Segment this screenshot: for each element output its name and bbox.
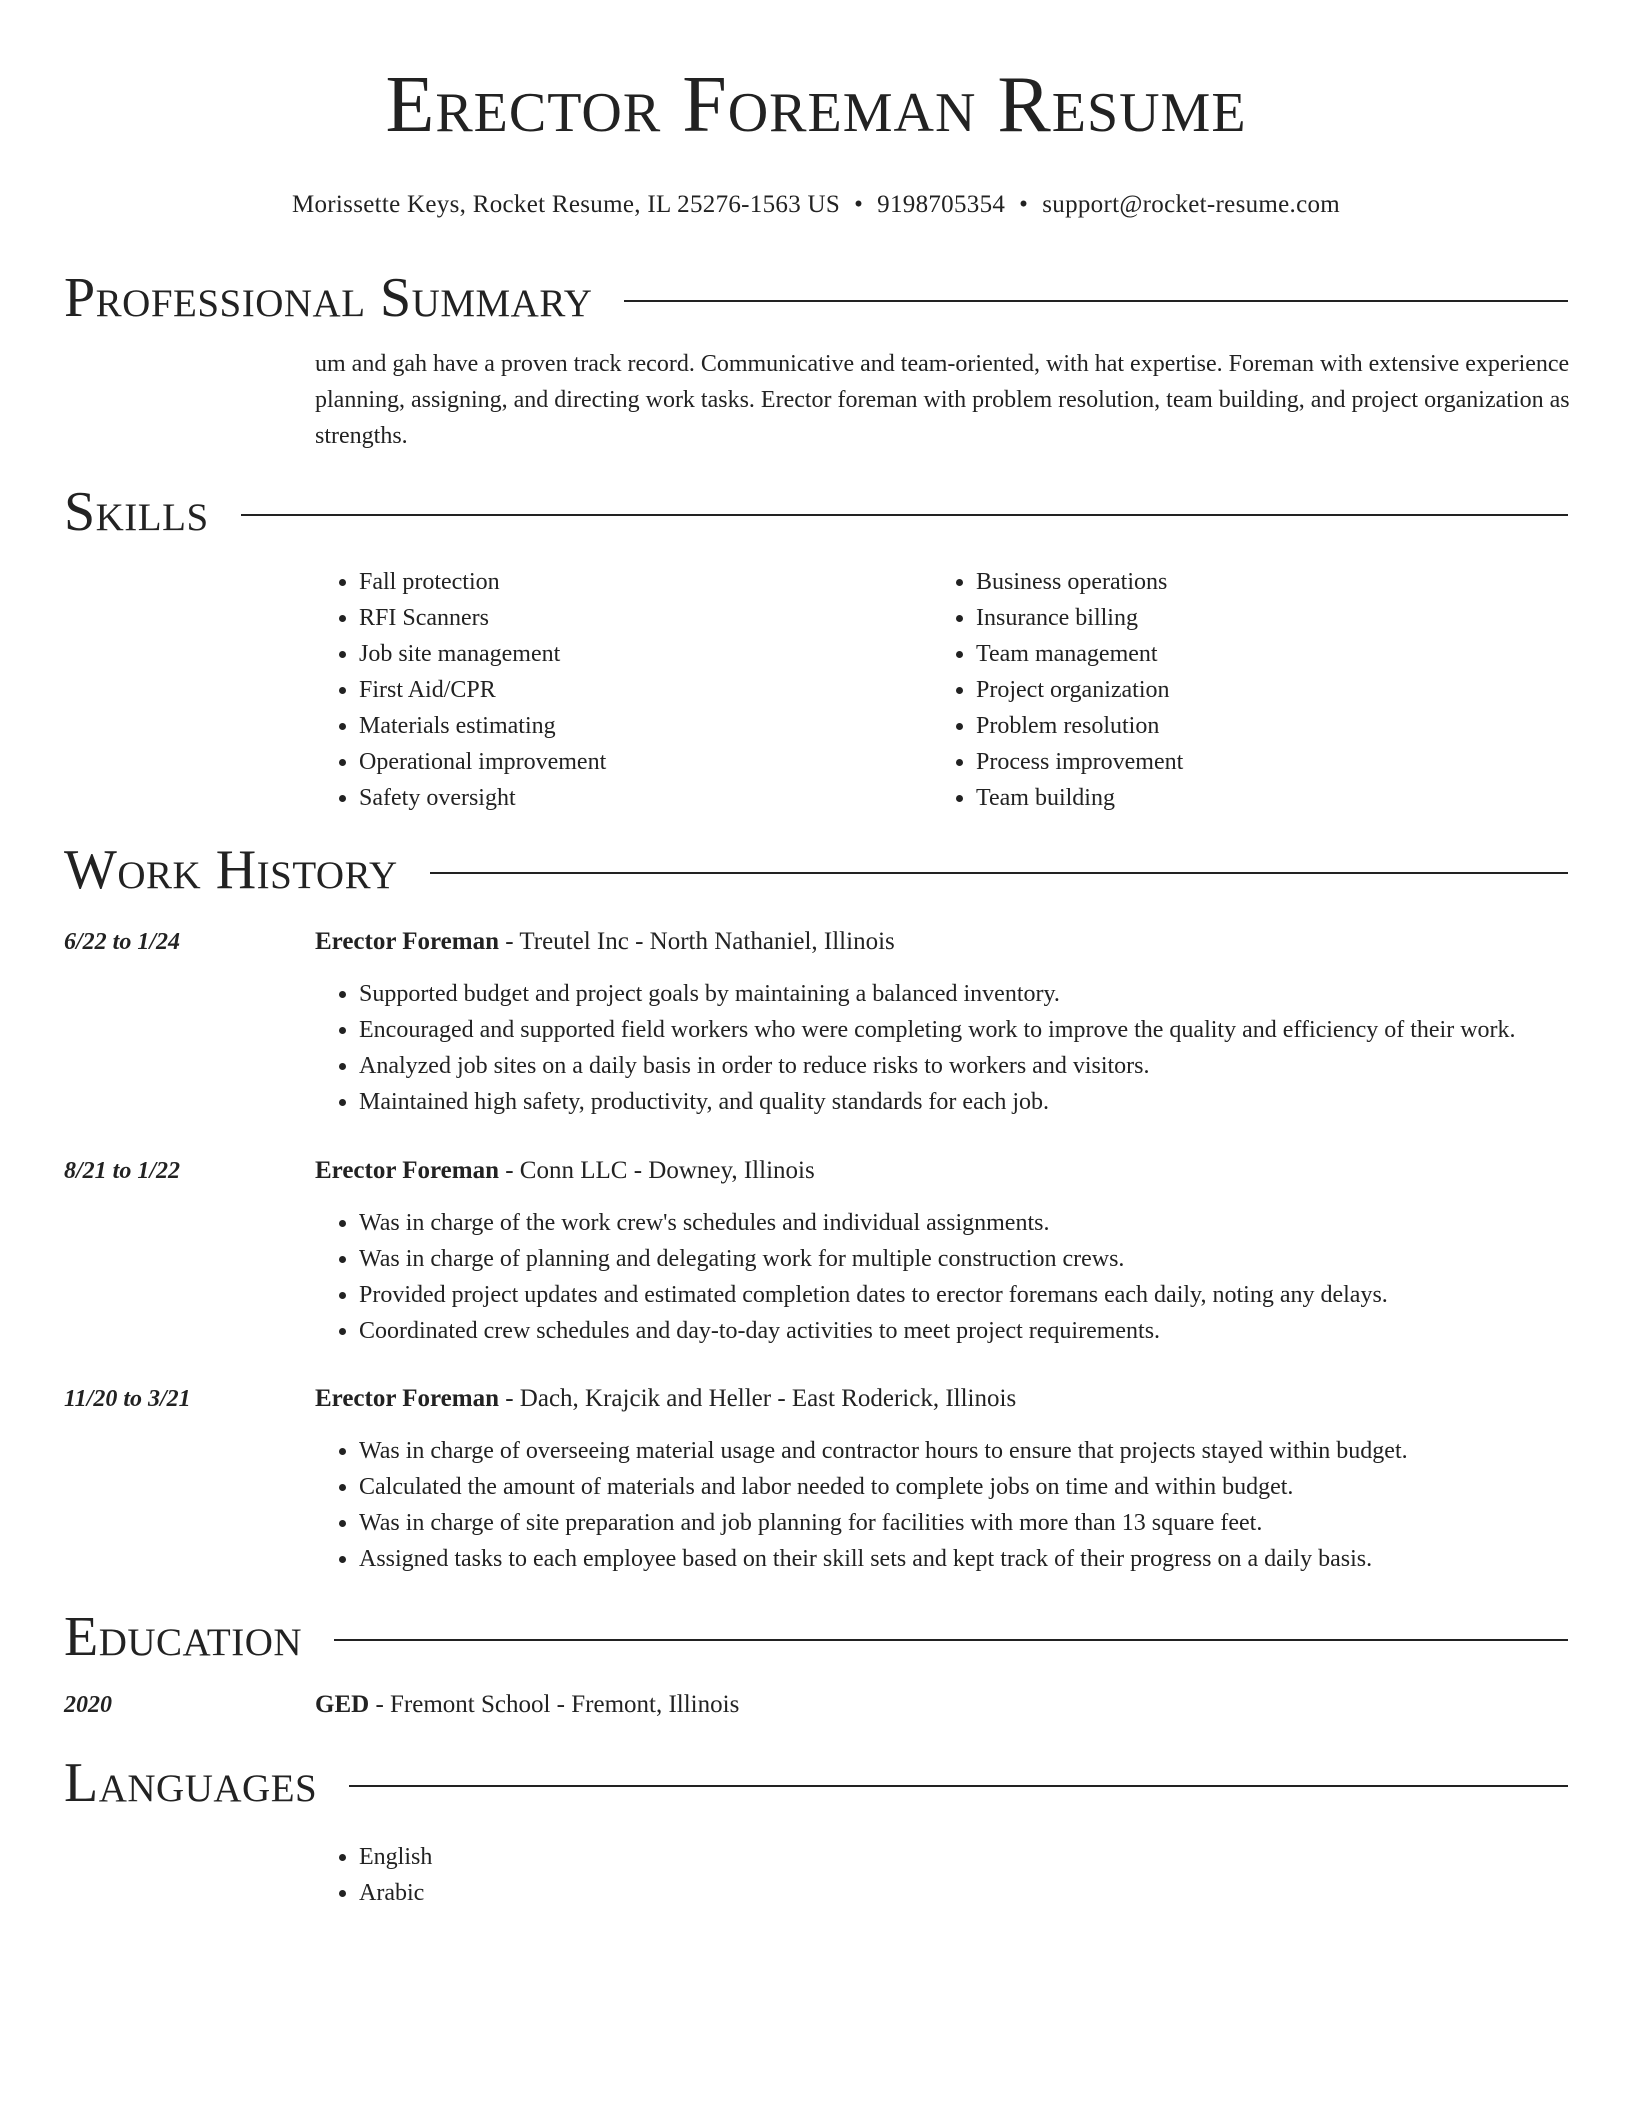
- work-bullet: • Provided project updates and estimated completion dates to erector foremans each daily, noting any delays.: [359, 1277, 1568, 1313]
- work-detail: [315, 924, 1568, 1120]
- language-item: • English: [359, 1839, 1568, 1875]
- skill-item: • Job site management: [359, 636, 932, 672]
- education-line: [315, 1687, 1568, 1723]
- education-entry: [64, 1687, 1568, 1723]
- work-entry: [64, 924, 1568, 1120]
- section-heading-work-history: [64, 838, 1568, 902]
- section-title: Skills: [64, 481, 209, 543]
- section-divider: [349, 1785, 1568, 1787]
- work-bullet: • Was in charge of the work crew's schedules and individual assignments.: [359, 1205, 1568, 1241]
- work-bullet: • Was in charge of planning and delegating work for multiple construction crews.: [359, 1241, 1568, 1277]
- contact-address: Morissette Keys, Rocket Resume, IL 25276-1563 US: [291, 191, 841, 218]
- skills-grid: [315, 564, 1568, 816]
- section-heading-summary: [64, 266, 1568, 330]
- language-item: • Arabic: [359, 1875, 1568, 1911]
- skill-item: • Team building: [976, 780, 1549, 816]
- work-bullets: [315, 1205, 1568, 1349]
- section-divider: [334, 1639, 1568, 1641]
- job-employer-location: - Conn LLC - Downey, Illinois: [498, 1157, 815, 1184]
- contact-email: support@rocket-resume.com: [1042, 191, 1341, 218]
- skill-item: • Business operations: [976, 564, 1549, 600]
- section-title: Education: [64, 1606, 303, 1668]
- section-title: Languages: [64, 1752, 318, 1814]
- education-year: 2020: [64, 1692, 112, 1718]
- work-role-line: [315, 924, 1568, 960]
- work-detail: [315, 1381, 1568, 1577]
- work-bullets: [315, 1433, 1568, 1577]
- section-title: Work History: [64, 839, 398, 901]
- contact-phone: 9198705354: [877, 191, 1006, 218]
- education-detail: [315, 1687, 1568, 1723]
- work-bullet: • Encouraged and supported field workers who were completing work to improve the quality and efficiency of their work.: [359, 1012, 1568, 1048]
- work-bullet: • Was in charge of site preparation and job planning for facilities with more than 13 square feet.: [359, 1505, 1568, 1541]
- school-location: - Fremont School - Fremont, Illinois: [369, 1691, 740, 1718]
- summary-body: [315, 346, 1568, 454]
- work-bullet: • Maintained high safety, productivity, and quality standards for each job.: [359, 1084, 1568, 1120]
- work-bullet: • Coordinated crew schedules and day-to-day activities to meet project requirements.: [359, 1313, 1568, 1349]
- skill-item: • Materials estimating: [359, 708, 932, 744]
- resume-title: Erector Foreman Resume: [385, 61, 1247, 149]
- summary-text: um and gah have a proven track record. Communicative and team-oriented, with hat expertise. Foreman with extensive experience planning, assigning, and directing work tasks. Erector foreman with problem resolution, team building, and project organization as strengths.: [315, 351, 1570, 449]
- work-entry: [64, 1153, 1568, 1349]
- work-bullet: • Supported budget and project goals by maintaining a balanced inventory.: [359, 976, 1568, 1012]
- skill-item: • Insurance billing: [976, 600, 1549, 636]
- section-heading-education: [64, 1605, 1568, 1669]
- work-dates: 8/21 to 1/22: [64, 1158, 181, 1184]
- job-title: Erector Foreman: [315, 928, 499, 955]
- section-heading-languages: [64, 1751, 1568, 1815]
- skill-item: • Process improvement: [976, 744, 1549, 780]
- work-dates: 11/20 to 3/21: [64, 1386, 191, 1412]
- work-dates: 6/22 to 1/24: [64, 929, 181, 955]
- section-divider: [241, 514, 1568, 516]
- skill-item: • Team management: [976, 636, 1549, 672]
- work-bullet: • Calculated the amount of materials and labor needed to complete jobs on time and within budget.: [359, 1469, 1568, 1505]
- section-heading-skills: [64, 480, 1568, 544]
- skill-item: • Fall protection: [359, 564, 932, 600]
- job-employer-location: - Dach, Krajcik and Heller - East Roderick, Illinois: [498, 1385, 1017, 1412]
- work-role-line: [315, 1153, 1568, 1189]
- section-divider: [430, 872, 1568, 874]
- skill-item: • Safety oversight: [359, 780, 932, 816]
- skill-item: • First Aid/CPR: [359, 672, 932, 708]
- languages-body: [315, 1839, 1568, 1911]
- section-title: Professional Summary: [64, 267, 593, 329]
- skills-column-right: [932, 564, 1549, 816]
- skill-item: • Project organization: [976, 672, 1549, 708]
- work-bullet: • Analyzed job sites on a daily basis in order to reduce risks to workers and visitors.: [359, 1048, 1568, 1084]
- work-bullet: • Was in charge of overseeing material usage and contractor hours to ensure that projects stayed within budget.: [359, 1433, 1568, 1469]
- skills-column-left: [315, 564, 932, 816]
- job-employer-location: - Treutel Inc - North Nathaniel, Illinois: [498, 928, 895, 955]
- skill-item: • RFI Scanners: [359, 600, 932, 636]
- work-bullets: [315, 976, 1568, 1120]
- contact-separator: •: [854, 191, 864, 218]
- contact-line: [64, 188, 1568, 222]
- degree: GED: [315, 1691, 370, 1718]
- job-title: Erector Foreman: [315, 1385, 499, 1412]
- work-bullet: • Assigned tasks to each employee based on their skill sets and kept track of their progress on a daily basis.: [359, 1541, 1568, 1577]
- job-title: Erector Foreman: [315, 1157, 499, 1184]
- work-role-line: [315, 1381, 1568, 1417]
- skill-item: • Operational improvement: [359, 744, 932, 780]
- work-entry: [64, 1381, 1568, 1577]
- section-divider: [624, 300, 1568, 302]
- work-detail: [315, 1153, 1568, 1349]
- contact-separator: •: [1019, 191, 1029, 218]
- skill-item: • Problem resolution: [976, 708, 1549, 744]
